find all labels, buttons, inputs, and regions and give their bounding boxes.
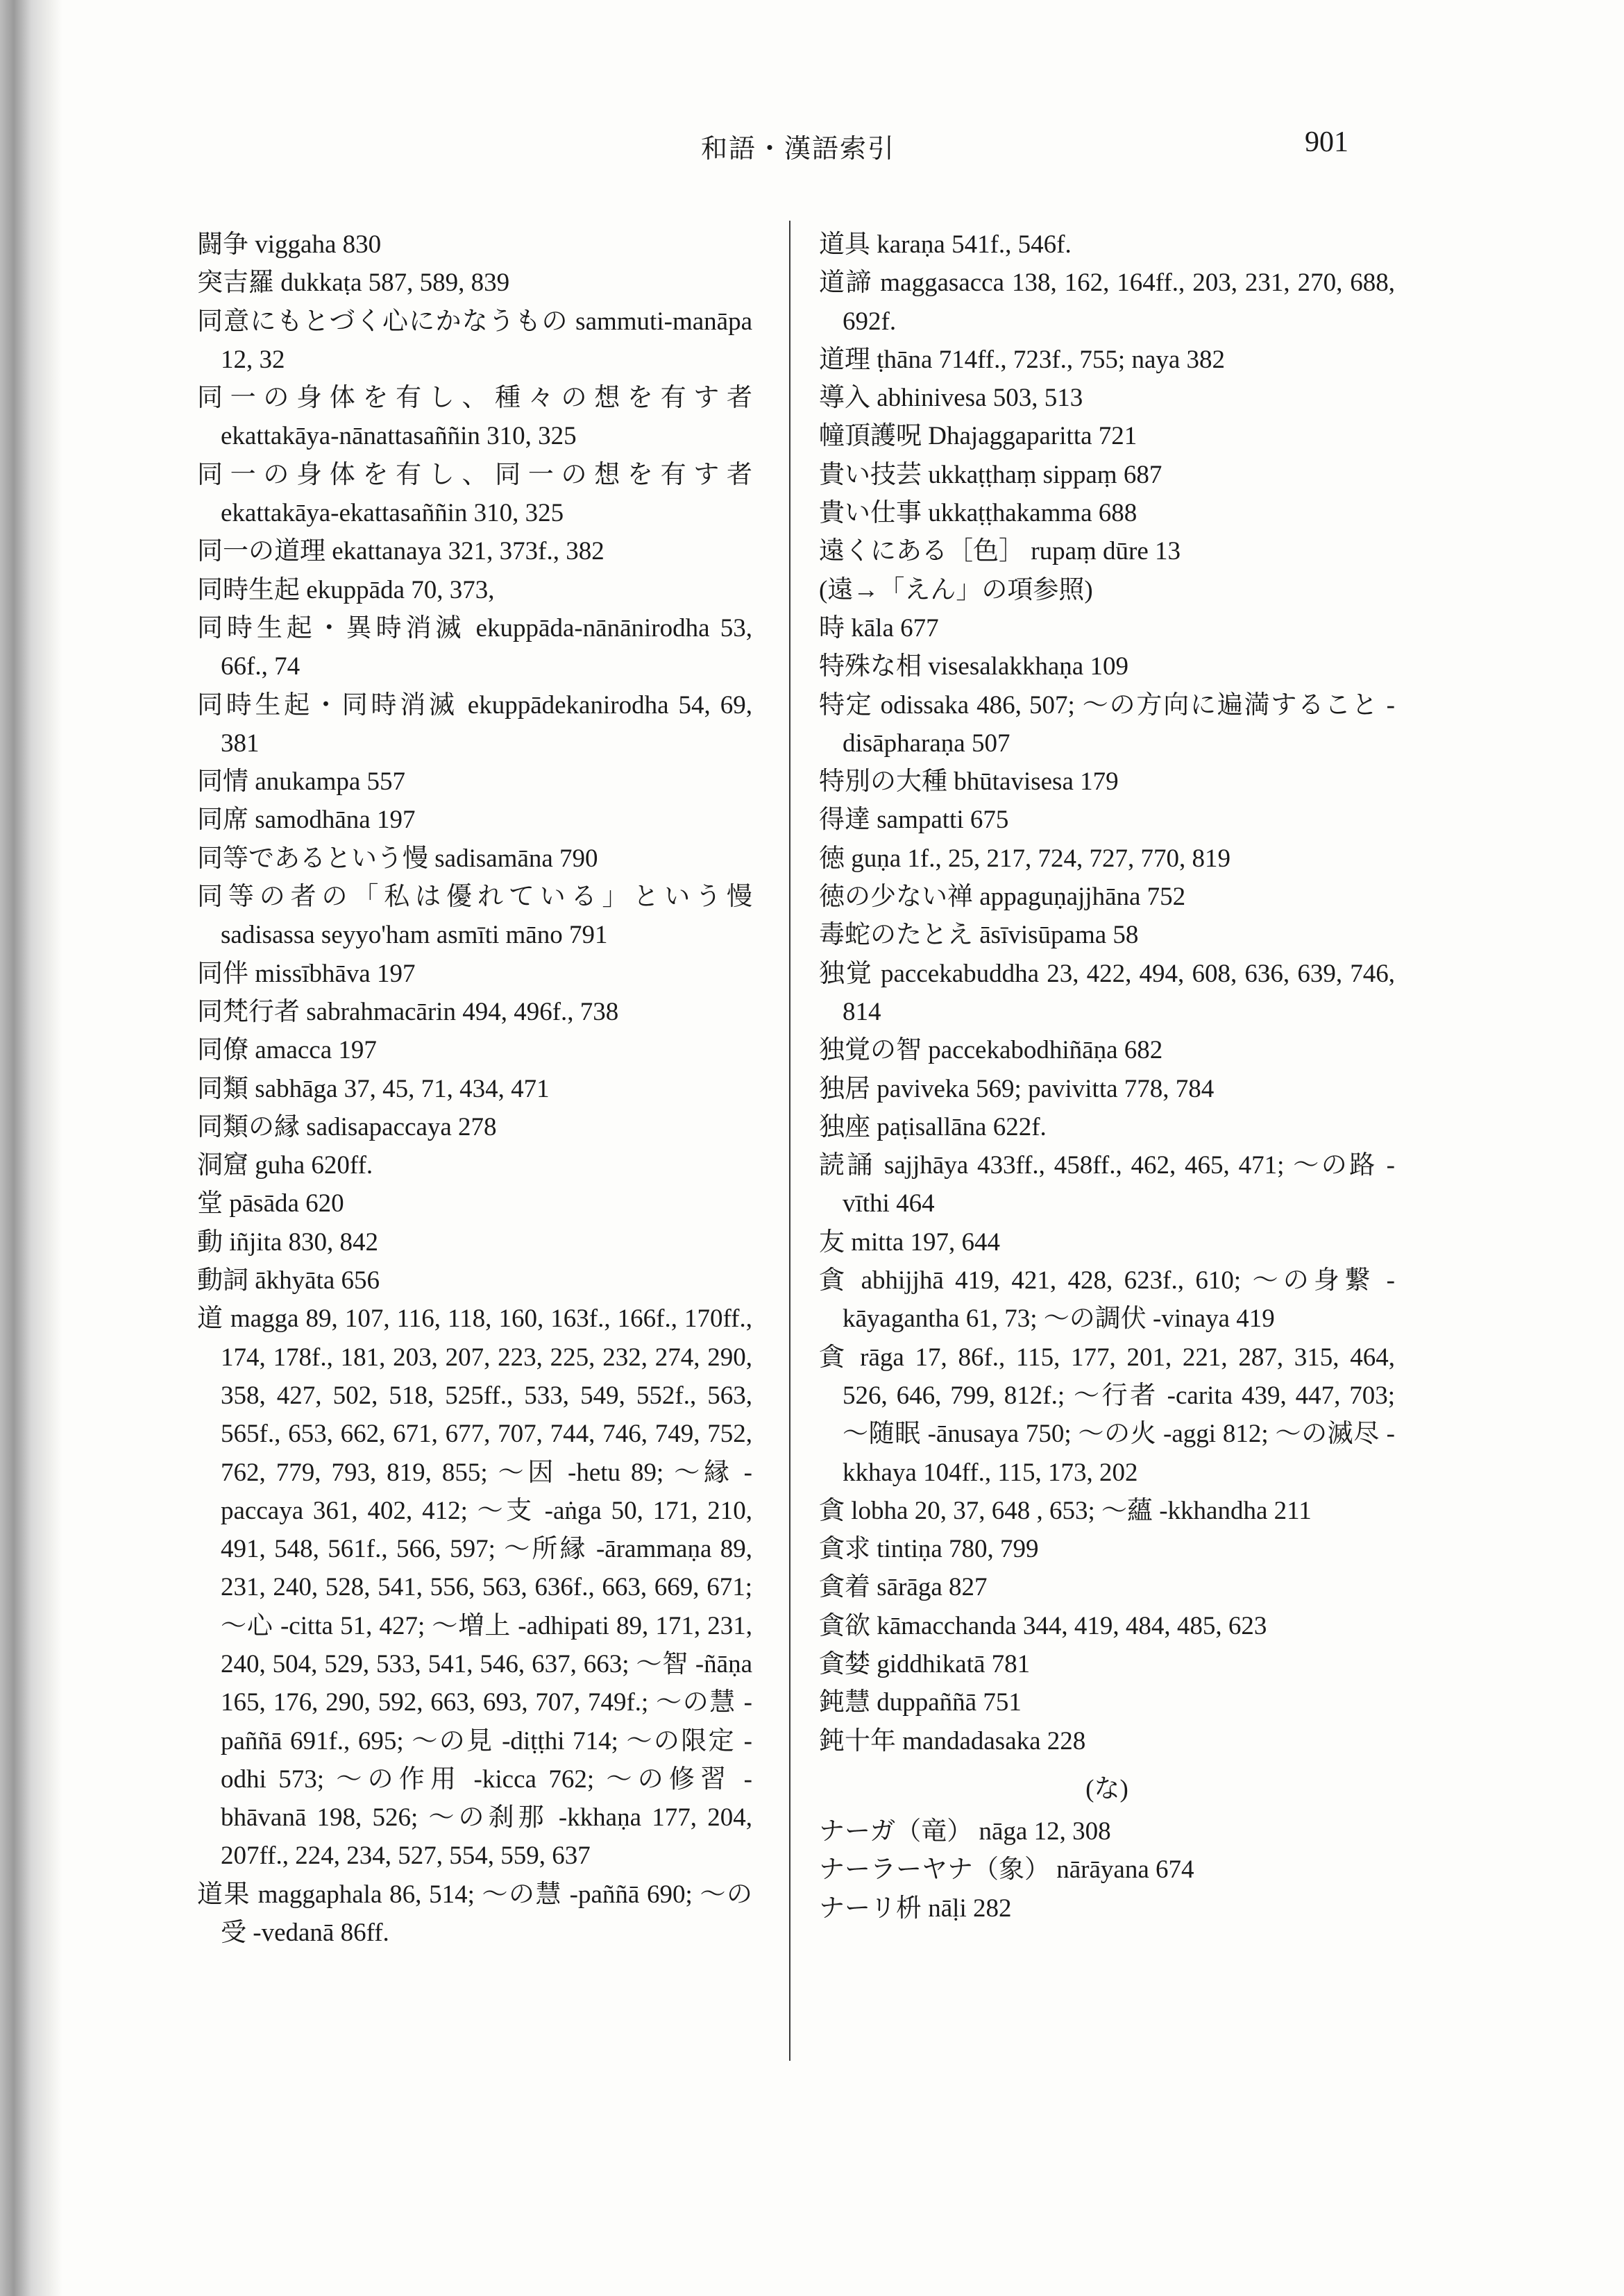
index-entry: 独座 paṭisallāna 622f. <box>819 1112 1047 1141</box>
index-entry: (遠→「えん」の項参照) <box>819 575 1093 604</box>
index-entry: 徳の少ない禅 appaguṇajjhāna 752 <box>819 883 1186 912</box>
index-entry: 同僚 amacca 197 <box>197 1036 377 1065</box>
index-entry: 同時生起 ekuppāda 70, 373, <box>197 575 495 604</box>
running-header-title: 和語・漢語索引 <box>700 135 895 164</box>
index-entry: 動 iñjita 830, 842 <box>197 1227 379 1257</box>
index-entry: 同類 sabhāga 37, 45, 71, 434, 471 <box>197 1074 550 1103</box>
index-entry: 貪求 tintiṇa 780, 799 <box>819 1535 1039 1564</box>
index-column-left <box>197 226 752 1952</box>
index-entry: 友 mitta 197, 644 <box>819 1227 1001 1257</box>
index-entry: 同伴 missībhāva 197 <box>197 959 416 988</box>
index-entry: 道理 ṭhāna 714ff., 723f., 755; naya 382 <box>819 345 1226 374</box>
index-entry: 同等の者の「私は優れている」という慢 sadisassa seyyo'ham asmīti māno 791 <box>197 883 752 950</box>
index-entry: 導入 abhinivesa 503, 513 <box>819 384 1083 413</box>
index-entry: 特殊な相 visesalakkhaṇa 109 <box>819 652 1128 681</box>
index-entries-right <box>819 226 1395 1760</box>
index-entry: 特別の大種 bhūtavisesa 179 <box>819 767 1119 797</box>
index-entry: 時 kāla 677 <box>819 613 939 643</box>
index-entry: 読誦 sajjhāya 433ff., 458ff., 462, 465, 471; ～の路 -vīthi 464 <box>819 1151 1395 1218</box>
index-entry: 堂 pāsāda 620 <box>197 1189 344 1218</box>
index-entry: 同梵行者 sabrahmacārin 494, 496f., 738 <box>197 997 619 1026</box>
index-entry: 洞窟 guha 620ff. <box>197 1151 373 1180</box>
page-number: 901 <box>1305 126 1348 158</box>
index-entry: ナーラーヤナ（象） nārāyana 674 <box>819 1855 1194 1885</box>
index-entry: 闘争 viggaha 830 <box>197 230 382 259</box>
index-entry: ナーガ（竜） nāga 12, 308 <box>819 1817 1111 1846</box>
book-binding-shadow <box>0 0 62 2296</box>
section-entries <box>819 1812 1395 1928</box>
index-entry: 同一の身体を有し、同一の想を有す者 ekattakāya-ekattasaññin 310, 325 <box>197 460 752 528</box>
index-entry: 同時生起・同時消滅 ekuppādekanirodha 54, 69, 381 <box>197 690 752 758</box>
index-entry: 貪 rāga 17, 86f., 115, 177, 201, 221, 287, 315, 464, 526, 646, 799, 812f.; ～行者 -carita 439, 447, 703; ～随眠 -ānusaya 750; ～の火 -aggi 812; ～の滅尽 -kkhaya 104ff., 115, 173, 202 <box>819 1343 1395 1487</box>
index-entry: 道具 karaṇa 541f., 546f. <box>819 230 1072 259</box>
index-entry: 独覚 paccekabuddha 23, 422, 494, 608, 636, 639, 746, 814 <box>819 959 1395 1026</box>
index-entry: 貪欲 kāmacchanda 344, 419, 484, 485, 623 <box>819 1611 1267 1640</box>
index-entry: 貪着 sārāga 827 <box>819 1573 988 1602</box>
index-entry: 貪婪 giddhikatā 781 <box>819 1649 1031 1678</box>
index-entry: 貴い技芸 ukkaṭṭhaṃ sippaṃ 687 <box>819 460 1162 489</box>
index-entry: 道果 maggaphala 86, 514; ～の慧 -paññā 690; ～の受 -vedanā 86ff. <box>197 1880 752 1948</box>
index-entry: 動詞 ākhyāta 656 <box>197 1266 380 1295</box>
index-entry: 同時生起・異時消滅 ekuppāda-nānānirodha 53, 66f., 74 <box>197 613 752 681</box>
index-entry: 特定 odissaka 486, 507; ～の方向に遍満すること -disāpharaṇa 507 <box>819 690 1395 758</box>
index-entry: 道 magga 89, 107, 116, 118, 160, 163f., 166f., 170ff., 174, 178f., 181, 203, 207, 223, 225, 232, 274, 290, 358, 427, 502, 518, 525ff., 533, 549, 552f., 563, 565f., 653, 662, 671, 677, 707, 744, 746, 749, 752, 762, 779, 793, 819, 855; ～因 -hetu 89; ～縁 -paccaya 361, 402, 412; ～支 -aṅga 50, 171, 210, 491, 548, 561f., 566, 597; ～所縁 -ārammaṇa 89, 231, 240, 528, 541, 556, 563, 636f., 663, 669, 671; ～心 -citta 51, 427; ～増上 -adhipati 89, 171, 231, 240, 504, 529, 533, 541, 546, 637, 663; ～智 -ñāṇa 165, 176, 290, 592, 663, 693, 707, 749f.; ～の慧 -paññā 691f., 695; ～の見 -diṭṭhi 714; ～の限定 -odhi 573; ～の作用 -kicca 762; ～の修習 -bhāvanā 198, 526; ～の刹那 -kkhaṇa 177, 204, 207ff., 224, 234, 527, 554, 559, 637 <box>197 1304 752 1871</box>
index-entry: 独覚の智 paccekabodhiñāṇa 682 <box>819 1036 1163 1065</box>
index-entry: 貪 lobha 20, 37, 648 , 653; ～蘊 -kkhandha 211 <box>819 1496 1312 1525</box>
index-entry: 鈍十年 mandadasaka 228 <box>819 1726 1086 1755</box>
section-heading: (な) <box>1085 1774 1128 1803</box>
index-entry: 得達 sampatti 675 <box>819 806 1009 835</box>
index-entry: 幢頂護呪 Dhajaggaparitta 721 <box>819 422 1137 451</box>
index-entry: 同一の身体を有し、種々の想を有す者 ekattakāya-nānattasaññin 310, 325 <box>197 384 752 451</box>
index-entry: 同席 samodhāna 197 <box>197 806 416 835</box>
index-entry: 道諦 maggasacca 138, 162, 164ff., 203, 231, 270, 688, 692f. <box>819 269 1395 336</box>
index-entry: 徳 guṇa 1f., 25, 217, 724, 727, 770, 819 <box>819 844 1230 873</box>
index-entry: 貪 abhijjhā 419, 421, 428, 623f., 610; ～の身繋 -kāyagantha 61, 73; ～の調伏 -vinaya 419 <box>819 1266 1395 1334</box>
index-entry: 鈍慧 duppaññā 751 <box>819 1688 1022 1717</box>
index-entry: 同一の道理 ekattanaya 321, 373f., 382 <box>197 537 604 566</box>
index-entry: 同情 anukampa 557 <box>197 767 406 797</box>
index-entry: 同等であるという慢 sadisamāna 790 <box>197 844 598 873</box>
index-entry: 貴い仕事 ukkaṭṭhakamma 688 <box>819 499 1137 528</box>
index-entry: 突吉羅 dukkaṭa 587, 589, 839 <box>197 269 510 298</box>
index-entry: 毒蛇のたとえ āsīvisūpama 58 <box>819 921 1139 950</box>
index-entry: 独居 paviveka 569; pavivitta 778, 784 <box>819 1074 1215 1103</box>
column-divider <box>789 221 790 2061</box>
index-entry: 同意にもとづく心にかなうもの sammuti-manāpa 12, 32 <box>197 307 752 374</box>
index-column-right <box>819 226 1395 1928</box>
index-entry: 遠くにある［色］ rupaṃ dūre 13 <box>819 537 1181 566</box>
index-entry: 同類の縁 sadisapaccaya 278 <box>197 1112 497 1141</box>
index-entry: ナーリ枡 nāḷi 282 <box>819 1894 1012 1923</box>
